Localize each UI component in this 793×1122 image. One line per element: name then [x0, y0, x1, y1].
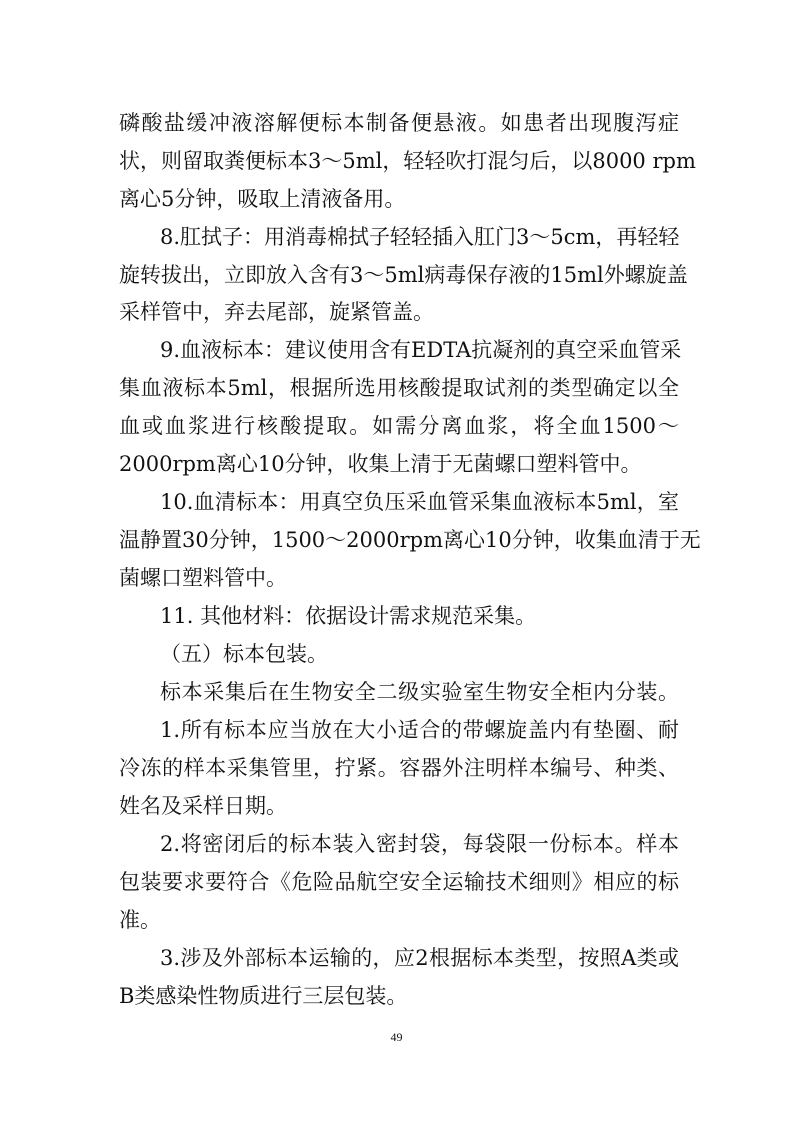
text-line-1: 磷酸盐缓冲液溶解便标本制备便悬液。如患者出现腹泻症 — [119, 111, 679, 135]
text-line-24: B类感染性物质进行三层包装。 — [119, 984, 408, 1008]
text-line-21: 包装要求要符合《危险品航空安全运输技术细则》相应的标 — [119, 870, 679, 894]
text-line-20: 2.将密闭后的标本装入密封袋，每袋限一份标本。样本 — [160, 832, 679, 856]
text-line-8: 集血液标本5ml，根据所选用核酸提取试剂的类型确定以全 — [119, 376, 679, 400]
text-line-14: 11. 其他材料：依据设计需求规范采集。 — [160, 604, 537, 628]
text-line-9: 血或血浆进行核酸提取。如需分离血浆，将全血1500～ — [119, 414, 679, 438]
text-line-10: 2000rpm离心10分钟，收集上清于无菌螺口塑料管中。 — [119, 452, 642, 476]
text-line-18: 冷冻的样本采集管里，拧紧。容器外注明样本编号、种类、 — [119, 756, 679, 780]
text-line-5: 旋转拔出，立即放入含有3～5ml病毒保存液的15ml外螺旋盖 — [119, 263, 688, 287]
text-line-23: 3.涉及外部标本运输的，应2根据标本类型，按照A类或 — [160, 946, 679, 970]
text-line-22: 准。 — [119, 908, 161, 932]
text-line-2: 状，则留取粪便标本3～5ml，轻轻吹打混匀后，以8000 rpm — [119, 149, 696, 173]
text-line-11: 10.血清标本：用真空负压采血管采集血液标本5ml，室 — [160, 490, 679, 514]
text-line-17: 1.所有标本应当放在大小适合的带螺旋盖内有垫圈、耐 — [160, 718, 679, 742]
page-number: 49 — [390, 1030, 403, 1044]
text-line-13: 菌螺口塑料管中。 — [119, 566, 287, 590]
text-line-4: 8.肛拭子：用消毒棉拭子轻轻插入肛门3～5cm，再轻轻 — [160, 225, 680, 249]
text-line-7: 9.血液标本：建议使用含有EDTA抗凝剂的真空采血管采 — [160, 338, 682, 362]
text-line-6: 采样管中，弃去尾部，旋紧管盖。 — [119, 300, 434, 324]
text-line-19: 姓名及采样日期。 — [119, 794, 287, 818]
text-line-3: 离心5分钟，吸取上清液备用。 — [119, 187, 406, 211]
text-line-16: 标本采集后在生物安全二级实验室生物安全柜内分装。 — [160, 680, 679, 704]
text-line-12: 温静置30分钟，1500～2000rpm离心10分钟，收集血清于无 — [119, 528, 701, 552]
section-heading: （五）标本包装。 — [160, 642, 328, 666]
